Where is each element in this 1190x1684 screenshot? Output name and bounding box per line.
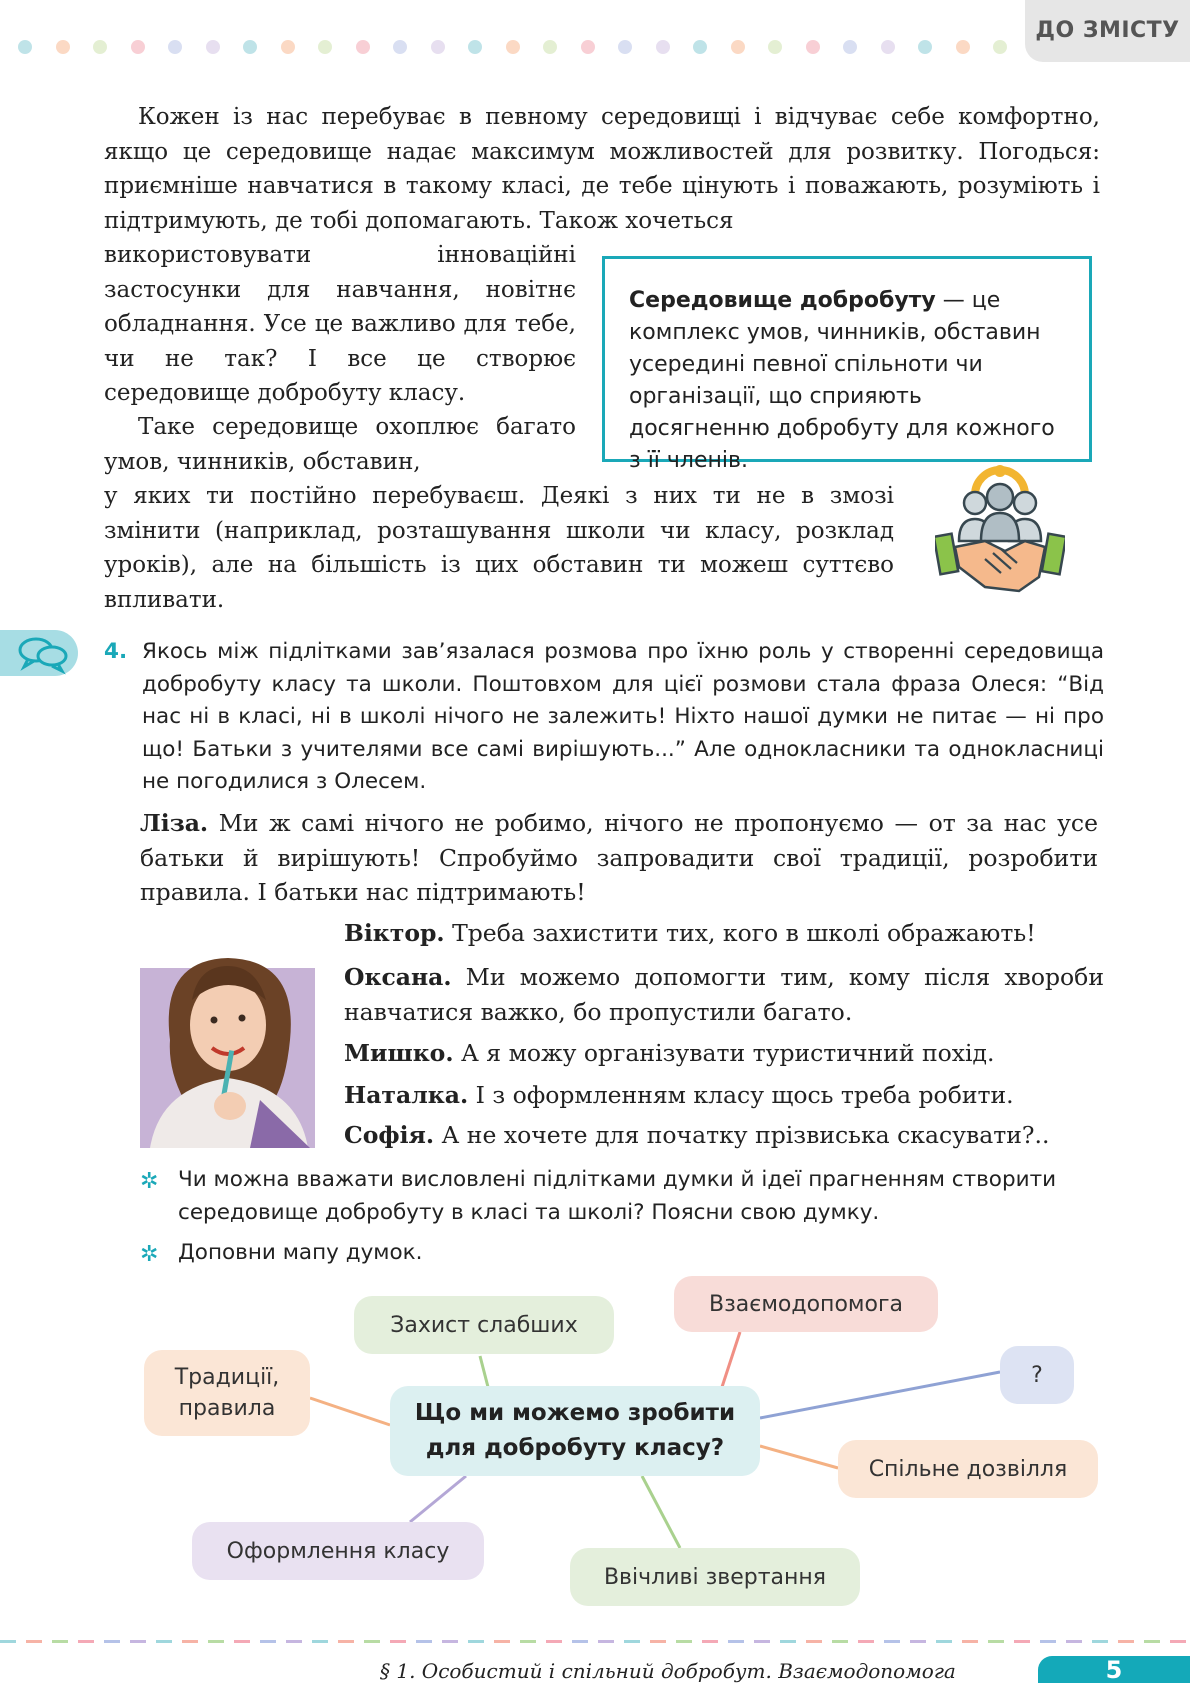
dialogue-line-mishko: Мишко. А я можу організувати туристичний похід. [344,1039,995,1067]
footer-dash [884,1640,900,1643]
footer-dash [624,1640,640,1643]
mindmap-node-leisure: Спільне дозвілля [838,1440,1098,1498]
footer-section-title: § 1. Особистий і спільний добробут. Взаємодопомога [380,1659,956,1683]
footer-dash [130,1640,146,1643]
footer-dash [910,1640,926,1643]
decorative-dot [693,40,707,54]
definition-term: Середовище добробуту [629,288,936,313]
girl-thinking-photo [140,930,315,1148]
dialogue-line-sofia: Софія. А не хочете для початку прізвиська скасувати?.. [344,1121,1050,1149]
footer-divider [0,1640,1190,1646]
decorative-dot [618,40,632,54]
footer-dash [234,1640,250,1643]
footer-dash [156,1640,172,1643]
chat-bubbles-icon [0,630,78,676]
decorative-dot [281,40,295,54]
mindmap-node-unknown: ? [1000,1346,1074,1404]
footer-dash [650,1640,666,1643]
definition-text: — це комплекс умов, чинників, обставин усередині певної спільноти чи організації, що сприяють досягненню добробуту для кожного з її членів. [629,288,1055,473]
footer-dash [1118,1640,1134,1643]
footer-dash [988,1640,1004,1643]
footer-dash [1170,1640,1186,1643]
footer-dash [676,1640,692,1643]
footer-dash [182,1640,198,1643]
footer-dash [442,1640,458,1643]
dialogue-line-natalka: Наталка. І з оформленням класу щось треба робити. [344,1081,1014,1109]
footer-dash [312,1640,328,1643]
mindmap-node-traditions: Традиції, правила [144,1350,310,1436]
footer-dash [572,1640,588,1643]
footer-dash [286,1640,302,1643]
footer-dash [858,1640,874,1643]
footer-dash [390,1640,406,1643]
handshake-teamwork-icon [935,455,1065,595]
sun-bullet-icon: ✲ [140,1169,159,1194]
decorative-dot [431,40,445,54]
discussion-tab [0,630,78,676]
decorative-dot [993,40,1007,54]
decorative-dot [581,40,595,54]
dialogue-line-oksana: Оксана. Ми можемо допомогти тим, кому після хвороби навчатися важко, бо пропустили багато. [344,963,1104,1026]
footer-dash [780,1640,796,1643]
intro-paragraph-1: Кожен із нас перебуває в певному середовищі і відчуває себе комфортно, якщо це середовище надає максимум можливостей для розвитку. Погодься: приємніше навчатися в такому класі, де тебе цінують і поважають, розуміють і підтримують, де тобі допомагають. Також хочеться [104,104,1100,234]
mindmap-center-node: Що ми можемо зробити для добробуту класу? [390,1386,760,1476]
decorative-dot [506,40,520,54]
footer-dash [1040,1640,1056,1643]
decorative-dot [318,40,332,54]
question-4 [104,636,1104,799]
footer-dash [754,1640,770,1643]
footer-dash [598,1640,614,1643]
sun-bullet-icon: ✲ [140,1242,159,1267]
decorative-dot [768,40,782,54]
decorative-dot [393,40,407,54]
page-number: 5 [1038,1656,1190,1683]
decorative-dot [881,40,895,54]
footer-dash [832,1640,848,1643]
question-number: 4. [104,639,128,664]
decorative-dot [468,40,482,54]
decorative-dot [93,40,107,54]
mindmap-node-mutual-help: Взаємодопомога [674,1276,938,1332]
decorative-dot [543,40,557,54]
decorative-dot [56,40,70,54]
decorative-dot-row [18,40,1028,56]
decorative-dot [206,40,220,54]
definition-box [602,256,1092,473]
intro-paragraph-1-cont: використовувати інноваційні застосунки для навчання, новітнє обладнання. Усе це важливо для тебе, чи не так? І все це створює середовище добробуту класу. [104,242,576,406]
dialogue-line-liza: Ліза. Ми ж самі нічого не робимо, нічого не пропонуємо — от за нас усе батьки й вирішують! Спробуймо запровадити свої традиції, розробити правила. І батьки нас підтримають! [140,809,1098,906]
footer-dash [1014,1640,1030,1643]
dialogue-line-viktor: Віктор. Треба захистити тих, кого в школі ображають! [344,919,1036,947]
mindmap-node-polite: Ввічливі звертання [570,1548,860,1606]
footer-dash [338,1640,354,1643]
footer-dash [104,1640,120,1643]
decorative-dot [243,40,257,54]
footer-dash [52,1640,68,1643]
footer-dash [520,1640,536,1643]
footer-dash [26,1640,42,1643]
decorative-dot [843,40,857,54]
footer-dash [0,1640,16,1643]
footer-dash [728,1640,744,1643]
footer-dash [364,1640,380,1643]
decorative-dot [168,40,182,54]
task-item: ✲ Чи можна вважати висловлені підлітками думки й ідеї прагненням створити середовище добробуту в класі та школі? Поясни свою думку. [140,1167,1057,1225]
footer-dash [702,1640,718,1643]
decorative-dot [18,40,32,54]
footer-dash [1066,1640,1082,1643]
intro-paragraph-2: Таке середовище охоплює багато умов, чинників, обставин, [104,414,576,475]
decorative-dot [131,40,145,54]
task-item: ✲ Доповни мапу думок. [140,1236,1100,1269]
footer-dash [546,1640,562,1643]
question-text: Якось між підлітками зав’язалася розмова про їхню роль у створенні середовища добробуту класу та школи. Поштовхом для цієї розмови стала фраза Олеся: “Від нас ні в класі, ні в школі нічого не залежить! Ніхто нашої думки не питає — ні про що! Батьки з учителями все самі вирішують...” Але однокласники та однокласниці не погодилися з Олесем. [142,639,1104,794]
intro-paragraph-2-cont: у яких ти постійно перебуваєш. Деякі з них ти не в змозі змінити (наприклад, розташування школи чи класу, розклад уроків), але на більшість із цих обставин ти можеш суттєво впливати. [104,483,894,613]
footer-dash [494,1640,510,1643]
mindmap-node-design: Оформлення класу [192,1522,484,1580]
decorative-dot [918,40,932,54]
footer-dash [1092,1640,1108,1643]
footer-dash [78,1640,94,1643]
footer-dash [468,1640,484,1643]
footer-dash [806,1640,822,1643]
footer-dash [208,1640,224,1643]
footer-dash [260,1640,276,1643]
mindmap-node-protect: Захист слабших [354,1296,614,1354]
decorative-dot [956,40,970,54]
footer-dash [962,1640,978,1643]
decorative-dot [731,40,745,54]
decorative-dot [356,40,370,54]
footer-dash [936,1640,952,1643]
footer-dash [416,1640,432,1643]
decorative-dot [656,40,670,54]
toc-button[interactable]: ДО ЗМІСТУ [1025,0,1190,62]
decorative-dot [806,40,820,54]
footer-dash [1144,1640,1160,1643]
